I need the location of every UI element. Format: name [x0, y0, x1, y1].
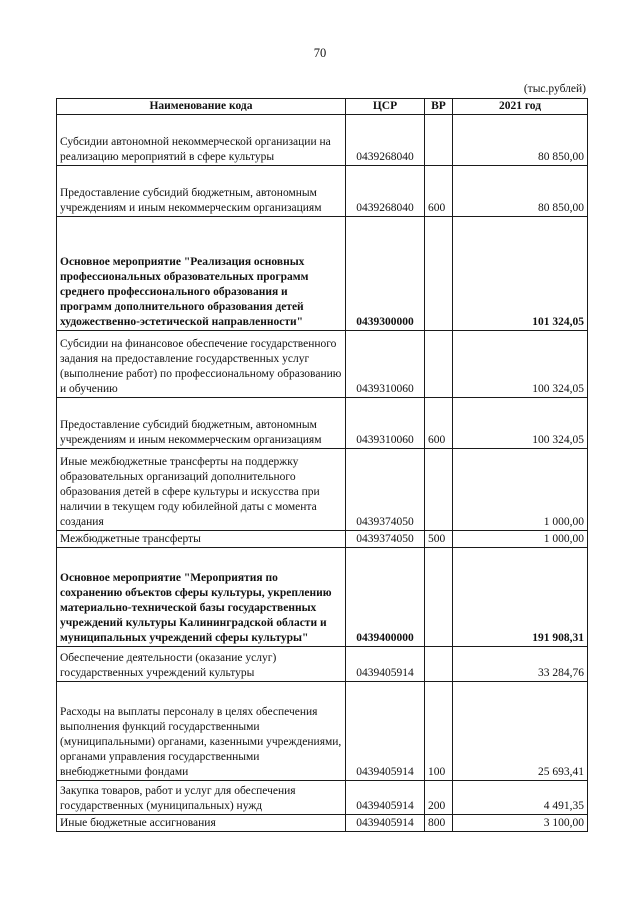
row-name: Основное мероприятие "Реализация основных профессиональных образовательных программ среднего профессионального образования и программ дополнительного образования детей художественно-эстетической направленности" [57, 217, 346, 331]
row-name: Предоставление субсидий бюджетным, автономным учреждениям и иным некоммерческим организациям [57, 398, 346, 449]
row-amount: 80 850,00 [453, 115, 588, 166]
row-name: Предоставление субсидий бюджетным, автономным учреждениям и иным некоммерческим организациям [57, 166, 346, 217]
row-csr: 0439300000 [346, 217, 425, 331]
table-row [57, 115, 588, 166]
row-name: Основное мероприятие "Мероприятия по сохранению объектов сферы культуры, укреплению материально-технической базы государственных учреждений культуры Калининградской области и муниципальных учреждений сферы культуры" [57, 548, 346, 647]
row-vr [425, 548, 453, 647]
row-amount: 25 693,41 [453, 682, 588, 781]
row-name: Иные бюджетные ассигнования [57, 815, 346, 832]
budget-table [56, 98, 588, 832]
row-vr: 200 [425, 781, 453, 815]
row-vr: 600 [425, 398, 453, 449]
row-csr: 0439268040 [346, 166, 425, 217]
table-row [57, 815, 588, 832]
table-row [57, 398, 588, 449]
row-vr: 800 [425, 815, 453, 832]
row-csr: 0439405914 [346, 647, 425, 682]
row-amount: 100 324,05 [453, 398, 588, 449]
row-vr: 500 [425, 531, 453, 548]
row-amount: 191 908,31 [453, 548, 588, 647]
table-row [57, 166, 588, 217]
row-vr [425, 115, 453, 166]
table-row [57, 682, 588, 781]
row-amount: 1 000,00 [453, 531, 588, 548]
table-row [57, 217, 588, 331]
row-csr: 0439374050 [346, 449, 425, 531]
table-row [57, 548, 588, 647]
row-amount: 1 000,00 [453, 449, 588, 531]
row-csr: 0439405914 [346, 815, 425, 832]
table-row [57, 331, 588, 398]
row-csr: 0439405914 [346, 781, 425, 815]
row-name: Иные межбюджетные трансферты на поддержку образовательных организаций дополнительного образования детей в сфере культуры и искусства при наличии в текущем году юбилейной даты с момента создания [57, 449, 346, 531]
row-vr [425, 449, 453, 531]
row-vr [425, 331, 453, 398]
table-row [57, 531, 588, 548]
page-number: 70 [313, 46, 327, 60]
row-csr: 0439374050 [346, 531, 425, 548]
header-vr: ВР [425, 99, 453, 115]
row-csr: 0439268040 [346, 115, 425, 166]
row-name: Обеспечение деятельности (оказание услуг) государственных учреждений культуры [57, 647, 346, 682]
row-amount: 3 100,00 [453, 815, 588, 832]
row-amount: 101 324,05 [453, 217, 588, 331]
row-csr: 0439400000 [346, 548, 425, 647]
table-row [57, 647, 588, 682]
row-csr: 0439310060 [346, 331, 425, 398]
row-csr: 0439405914 [346, 682, 425, 781]
row-vr: 100 [425, 682, 453, 781]
header-amount: 2021 год [453, 99, 588, 115]
table-header-row [57, 99, 588, 115]
row-csr: 0439310060 [346, 398, 425, 449]
row-vr: 600 [425, 166, 453, 217]
table-row [57, 449, 588, 531]
row-vr [425, 647, 453, 682]
row-name: Закупка товаров, работ и услуг для обеспечения государственных (муниципальных) нужд [57, 781, 346, 815]
row-amount: 4 491,35 [453, 781, 588, 815]
header-csr: ЦСР [346, 99, 425, 115]
header-name: Наименование кода [57, 99, 346, 115]
row-name: Межбюджетные трансферты [57, 531, 346, 548]
row-amount: 80 850,00 [453, 166, 588, 217]
row-name: Расходы на выплаты персоналу в целях обеспечения выполнения функций государственными (муниципальными) органами, казенными учреждениями, органами управления государственными внебюджетными фондами [57, 682, 346, 781]
table-row [57, 781, 588, 815]
row-name: Субсидии на финансовое обеспечение государственного задания на предоставление государственных услуг (выполнение работ) по профессиональному образованию и обучению [57, 331, 346, 398]
row-vr [425, 217, 453, 331]
row-name: Субсидии автономной некоммерческой организации на реализацию мероприятий в сфере культуры [57, 115, 346, 166]
row-amount: 100 324,05 [453, 331, 588, 398]
units-label: (тыс.рублей) [523, 83, 586, 95]
row-amount: 33 284,76 [453, 647, 588, 682]
